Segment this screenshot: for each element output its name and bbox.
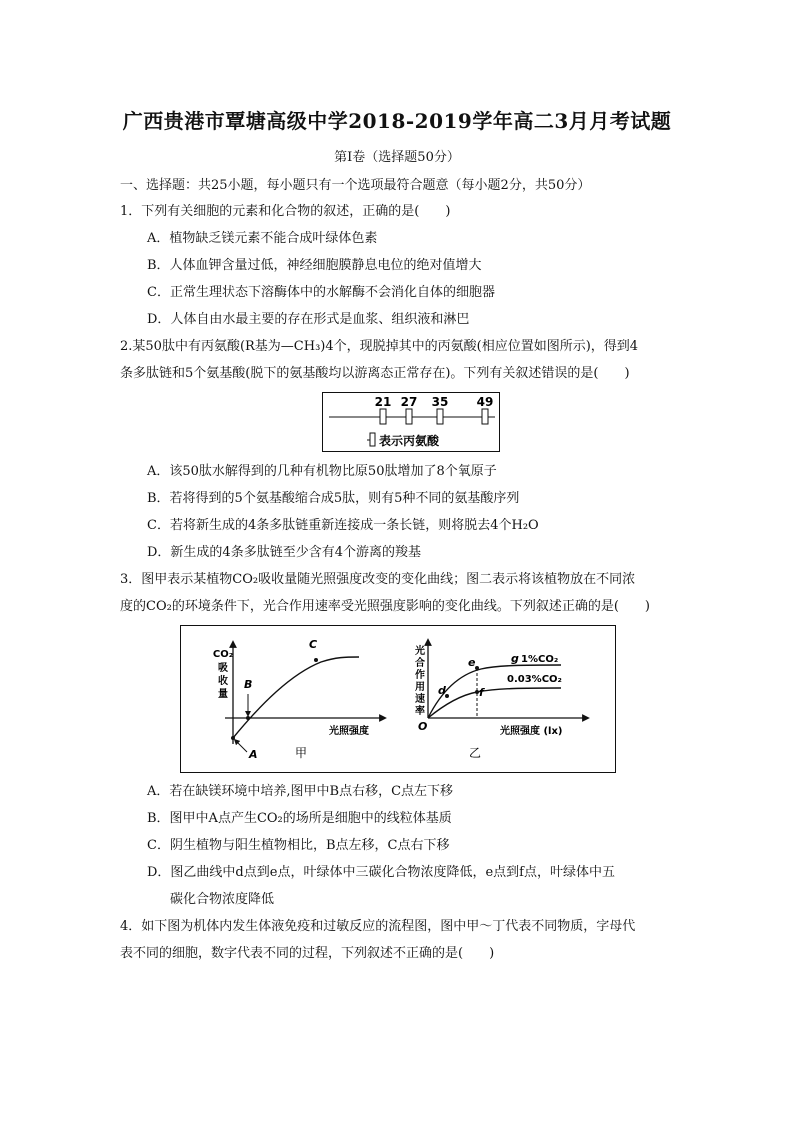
q3-stem-line2: 度的CO₂的环境条件下，光合作用速率受光照强度影响的变化曲线。下列叙述正确的是( ) — [120, 599, 650, 614]
yi-ylabel-3: 作 — [415, 670, 425, 681]
yi-ylabel-1: 光 — [415, 646, 425, 657]
q2-option-b: B．若将得到的5个氨基酸缩合成5肽，则有5种不同的氨基酸序列 — [147, 491, 520, 506]
jia-point-b: B — [244, 678, 253, 691]
yi-origin: O — [418, 720, 428, 733]
jia-xlabel: 光照强度 — [329, 726, 369, 737]
yi-xlabel: 光照强度 (lx) — [500, 726, 563, 737]
q1-option-a: A．植物缺乏镁元素不能合成叶绿体色素 — [147, 231, 378, 246]
peptide-diagram — [323, 393, 499, 451]
yi-ylabel-6: 率 — [415, 706, 425, 717]
q4-stem-line1: 4．如下图为机体内发生体液免疫和过敏反应的流程图，图中甲～丁代表不同物质，字母代 — [120, 919, 636, 934]
jia-point-a: A — [249, 748, 258, 761]
yi-point-e: e — [468, 656, 476, 669]
page-title: 广西贵港市覃塘高级中学2018-2019学年高二3月月考试题 — [122, 109, 672, 133]
pos-label-35: 35 — [431, 395, 449, 409]
yi-point-g: g — [511, 652, 519, 665]
section-heading: 一、选择题：共25小题，每小题只有一个选项最符合题意（每小题2分，共50分） — [120, 178, 591, 193]
q4-stem-line2: 表不同的细胞，数字代表不同的过程，下列叙述不正确的是( ) — [120, 946, 495, 961]
q3-option-d-line2: 碳化合物浓度降低 — [170, 892, 275, 907]
q3-option-c: C．阴生植物与阳生植物相比，B点左移，C点右下移 — [147, 838, 450, 853]
q2-option-a: A．该50肽水解得到的几种有机物比原50肽增加了8个氧原子 — [147, 464, 497, 479]
yi-caption: 乙 — [469, 746, 482, 760]
yi-series-high: 1%CO₂ — [521, 654, 559, 665]
q3-option-b: B．图甲中A点产生CO₂的场所是细胞中的线粒体基质 — [147, 811, 452, 826]
q3-option-d-line1: D．图乙曲线中d点到e点，叶绿体中三碳化合物浓度降低，e点到f点，叶绿体中五 — [147, 865, 615, 880]
jia-ylabel-4: 量 — [218, 689, 228, 700]
q2-stem-line2: 条多肽链和5个氨基酸(脱下的氨基酸均以游离态正常存在)。下列有关叙述错误的是( ) — [120, 366, 630, 381]
q1-option-c: C．正常生理状态下溶酶体中的水解酶不会消化自体的细胞器 — [147, 285, 495, 300]
yi-point-d: d — [438, 684, 446, 697]
jia-ylabel-1: CO₂ — [212, 649, 234, 660]
q3-graphs — [181, 626, 615, 772]
q1-option-b: B．人体血钾含量过低，神经细胞膜静息电位的绝对值增大 — [147, 258, 482, 273]
yi-ylabel-5: 速 — [415, 694, 425, 705]
pos-label-49: 49 — [476, 395, 494, 409]
pos-label-21: 21 — [374, 395, 392, 409]
jia-ylabel-3: 收 — [218, 676, 228, 687]
q1-stem: 1．下列有关细胞的元素和化合物的叙述，正确的是( ) — [120, 204, 451, 219]
q3-option-a: A．若在缺镁环境中培养,图甲中B点右移，C点左下移 — [147, 784, 454, 799]
legend-label: 表示丙氨酸 — [379, 434, 440, 448]
q1-option-d: D．人体自由水最主要的存在形式是血浆、组织液和淋巴 — [147, 312, 470, 327]
jia-point-c: C — [309, 638, 318, 651]
q3-figure — [180, 625, 616, 773]
q3-stem-line1: 3．图甲表示某植物CO₂吸收量随光照强度改变的变化曲线；图二表示将该植物放在不同浓 — [120, 572, 636, 587]
yi-point-f: f — [479, 686, 484, 699]
pos-label-27: 27 — [400, 395, 418, 409]
page-subtitle: 第Ⅰ卷（选择题50分） — [334, 150, 460, 165]
q2-option-d: D．新生成的4条多肽链至少含有4个游离的羧基 — [147, 545, 421, 560]
jia-caption: 甲 — [295, 746, 308, 760]
q2-stem-line1: 2.某50肽中有丙氨酸(R基为—CH₃)4个，现脱掉其中的丙氨酸(相应位置如图所示)，得到4 — [120, 339, 639, 354]
yi-series-low: 0.03%CO₂ — [507, 674, 562, 685]
q2-option-c: C．若将新生成的4条多肽链重新连接成一条长链，则将脱去4个H₂O — [147, 518, 539, 533]
yi-ylabel-2: 合 — [415, 658, 425, 669]
q2-peptide-figure — [322, 392, 500, 452]
yi-ylabel-4: 用 — [415, 682, 425, 693]
jia-ylabel-2: 吸 — [218, 663, 228, 674]
